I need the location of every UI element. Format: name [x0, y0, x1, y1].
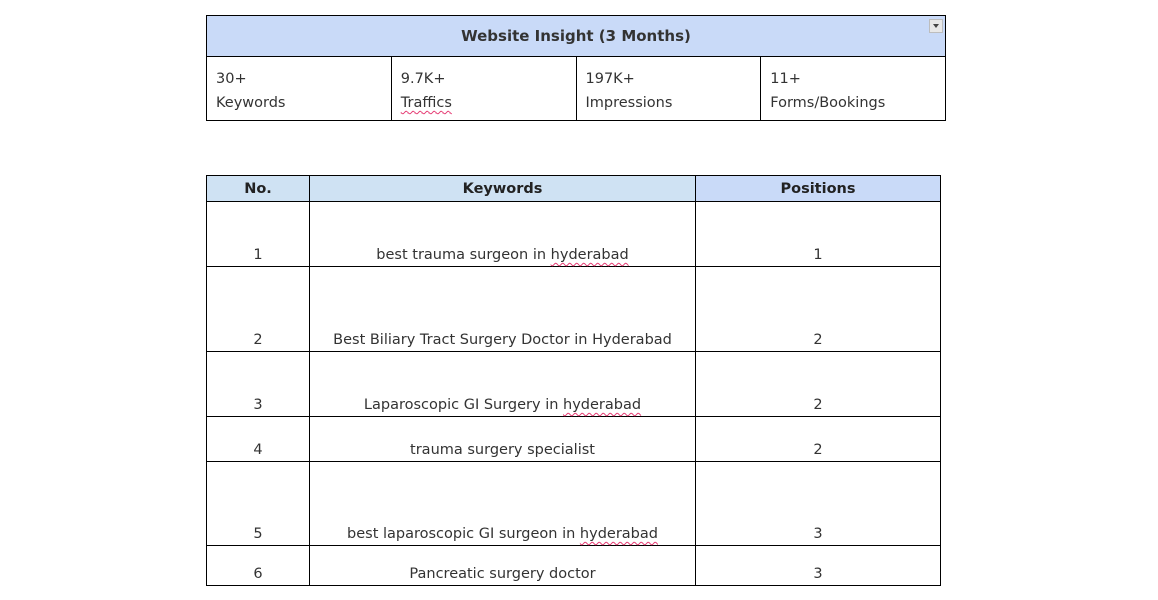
- table-header-row: [207, 176, 941, 202]
- cell-keyword: [310, 546, 696, 586]
- keyword-text: trauma surgery specialist: [410, 442, 595, 458]
- metric-label: Keywords: [216, 95, 286, 111]
- metric-value: 9.7K+: [400, 71, 446, 87]
- table-row: [207, 462, 941, 546]
- keyword-text: Best Biliary Tract Surgery Doctor in Hyderabad: [333, 332, 672, 348]
- cell-position: 3: [696, 546, 941, 586]
- metric-label-wrap: [401, 91, 576, 115]
- cell-keyword: [310, 267, 696, 352]
- keyword-text: Laparoscopic GI Surgery in: [363, 397, 564, 413]
- metric-label: Forms/Bookings: [770, 95, 886, 111]
- cell-position: 2: [696, 417, 941, 462]
- table-row: [207, 417, 941, 462]
- cell-no: 1: [207, 202, 310, 267]
- keyword-text: best trauma surgeon in: [376, 247, 551, 263]
- insight-header: [207, 16, 945, 57]
- table-row: [207, 352, 941, 417]
- keyword-flagged-word: hyderabad: [550, 247, 629, 263]
- cell-keyword: [310, 202, 696, 267]
- cell-no: 2: [207, 267, 310, 352]
- metric-value: 11+: [770, 71, 801, 87]
- cell-no: 3: [207, 352, 310, 417]
- metric-value: 30+: [216, 71, 247, 87]
- metric-label: Traffics: [400, 95, 452, 111]
- metric-label: Impressions: [585, 95, 673, 111]
- header-keywords: Keywords: [310, 176, 696, 202]
- header-positions: Positions: [696, 176, 941, 202]
- keyword-text: Pancreatic surgery doctor: [409, 566, 596, 582]
- cell-position: 2: [696, 267, 941, 352]
- cell-keyword: [310, 352, 696, 417]
- metric-forms-bookings: [761, 57, 945, 120]
- keyword-text: best laparoscopic GI surgeon in: [347, 526, 580, 542]
- metric-traffics: [392, 57, 577, 120]
- cell-keyword: [310, 462, 696, 546]
- header-no: No.: [207, 176, 310, 202]
- cell-position: 3: [696, 462, 941, 546]
- keywords-table: [206, 175, 941, 586]
- insight-table: [206, 15, 946, 121]
- cell-keyword: [310, 417, 696, 462]
- insight-title: Website Insight (3 Months): [461, 27, 691, 45]
- table-row: [207, 202, 941, 267]
- insight-metrics: [207, 57, 945, 120]
- dropdown-arrow-icon[interactable]: [929, 19, 943, 33]
- cell-no: 5: [207, 462, 310, 546]
- table-row: [207, 546, 941, 586]
- table-row: [207, 267, 941, 352]
- cell-position: 2: [696, 352, 941, 417]
- keyword-flagged-word: hyderabad: [563, 397, 642, 413]
- cell-no: 6: [207, 546, 310, 586]
- metric-impressions: [577, 57, 762, 120]
- keyword-flagged-word: hyderabad: [579, 526, 658, 542]
- cell-no: 4: [207, 417, 310, 462]
- metric-keywords: [207, 57, 392, 120]
- cell-position: 1: [696, 202, 941, 267]
- metric-value: 197K+: [585, 71, 635, 87]
